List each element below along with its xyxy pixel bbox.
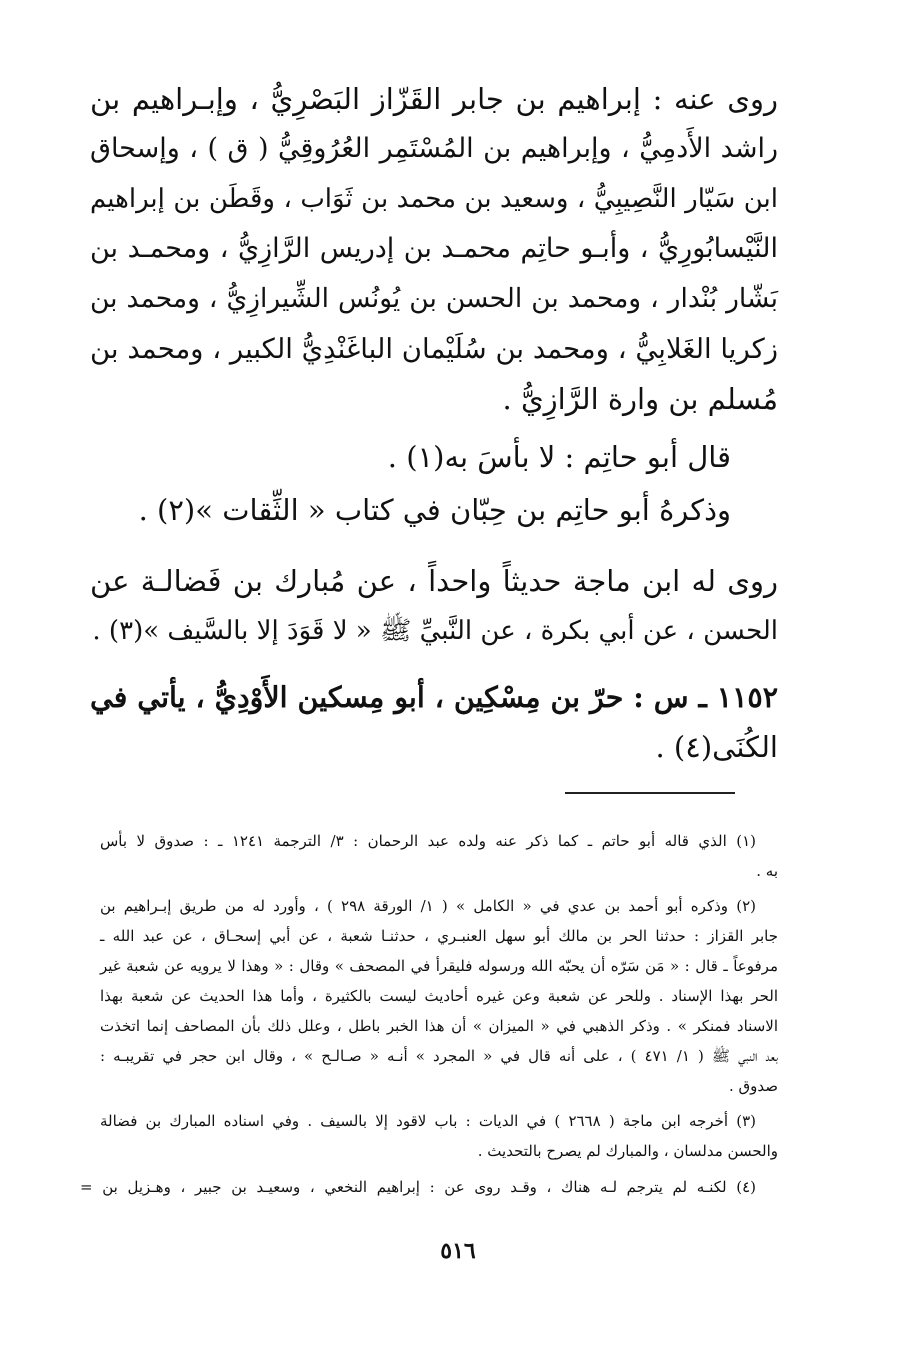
footnote-4-line-1: (٤) لكنـه لم يترجم لـه هناك ، وقـد روى عن : إبراهيم النخعي ، وسعيـد بن جبير ، وهـزيل بن = xyxy=(80,1178,756,1196)
narrators-line-4: النَّيْسابُورِيُّ ، وأبـو حاتِم محمـد بن إدريس الرَّازِيُّ ، ومحمـد بن xyxy=(90,233,778,264)
narrators-line-6: زكريا الغَلابِيُّ ، ومحمد بن سُلَيْمان الباغَنْدِيُّ الكبير ، ومحمد بن xyxy=(90,333,778,365)
footnote-1-line-1: (١) الذي قاله أبو حاتم ـ كما ذكر عنه ولده عبد الرحمان : ٣/ الترجمة ١٢٤١ ـ : صدوق لا بأس xyxy=(100,832,756,850)
narrators-line-2: راشد الأَدمِيُّ ، وإبراهيم بن المُسْتَمِر العُرُوقِيُّ ( ق ) ، وإسحاق xyxy=(90,133,778,164)
footnote-separator xyxy=(565,792,735,794)
entry-heading-line-2: الكُنَى(٤) . xyxy=(655,730,778,764)
footnote-2-line-2: جابر القزاز : حدثنا الحر بن مالك أبو سهل العنبـري ، حدثنـا شعبة ، عن أبي إسحـاق ، عن عبد الله ـ xyxy=(100,927,778,945)
narrators-line-5: بَشّار بُنْدار ، ومحمد بن الحسن بن يُونُس الشِّيرازِيُّ ، ومحمد بن xyxy=(90,283,778,314)
abu-hatim-assessment: قال أبو حاتِم : لا بأسَ به(١) . xyxy=(387,440,731,474)
footnote-2-line-6: بعد النبي ﷺ ( ١/ ٤٧١ ) ، على أنه قال في « المجرد » أنـه « صـالـح » ، وقال ابن حجر في تقريبـه : xyxy=(100,1047,778,1065)
narrators-line-1: روى عنه : إبراهيم بن جابر القَزّاز البَصْرِيُّ ، وإبـراهيم بن xyxy=(90,82,778,116)
narrators-line-3: ابن سَيّار النَّصِيبِيُّ ، وسعيد بن محمد بن ثَوَاب ، وقَطَن بن إبراهيم xyxy=(90,184,778,214)
footnote-3-line-1: (٣) أخرجه ابن ماجة ( ٢٦٦٨ ) في الديات : باب لاقود إلا بالسيف . وفي اسناده المبارك بن فضالة xyxy=(100,1112,756,1130)
footnote-2-line-5: الاسناد فمنكر » . وذكر الذهبي في « الميزان » أن هذا الخبر باطل ، وعلل ذلك بأن المصاحف إنما اتخذت xyxy=(100,1017,778,1035)
narrators-line-7: مُسلم بن وارة الرَّازِيُّ . xyxy=(502,382,778,416)
footnote-2-line-7: صدوق . xyxy=(728,1077,778,1095)
footnote-2-line-1: (٢) وذكره أبو أحمد بن عدي في « الكامل » ( ١/ الورقة ٢٩٨ ) ، وأورد له من طريق إبـراهيم بن xyxy=(100,897,756,915)
ibn-hibban-mention: وذكرهُ أبو حاتِم بن حِبّان في كتاب « الثِّقات »(٢) . xyxy=(138,493,731,527)
page-number: ٥١٦ xyxy=(440,1238,476,1264)
footnote-2-line-4: الحر بهذا الإسناد . وللحر عن شعبة وعن غيره أحاديث ليست بالكثيرة ، وأما هذا الحديث عن شعبة بهذا xyxy=(100,987,778,1005)
footnote-2-line-3: مرفوعاً ـ قال : « مَن سَرّه أن يحبّه الله ورسوله فليقرأ في المصحف » وقال : « وهذا لا يرويه عن شعبة غير xyxy=(100,957,778,975)
hadith-line-2: الحسن ، عن أبي بكرة ، عن النَّبيِّ ﷺ « لا قَوَدَ إلا بالسَّيف »(٣) . xyxy=(92,616,778,646)
entry-heading-line-1: ١١٥٢ ـ س : حرّ بن مِسْكِين ، أبو مِسكين الأَوْدِيُّ ، يأتي في xyxy=(90,680,778,714)
footnote-3-line-2: والحسن مدلسان ، والمبارك لم يصرح بالتحديث . xyxy=(477,1142,778,1160)
hadith-line-1: روى له ابن ماجة حديثاً واحداً ، عن مُبارك بن فَضالـة عن xyxy=(90,564,778,598)
footnote-1-line-2: به . xyxy=(756,862,778,880)
